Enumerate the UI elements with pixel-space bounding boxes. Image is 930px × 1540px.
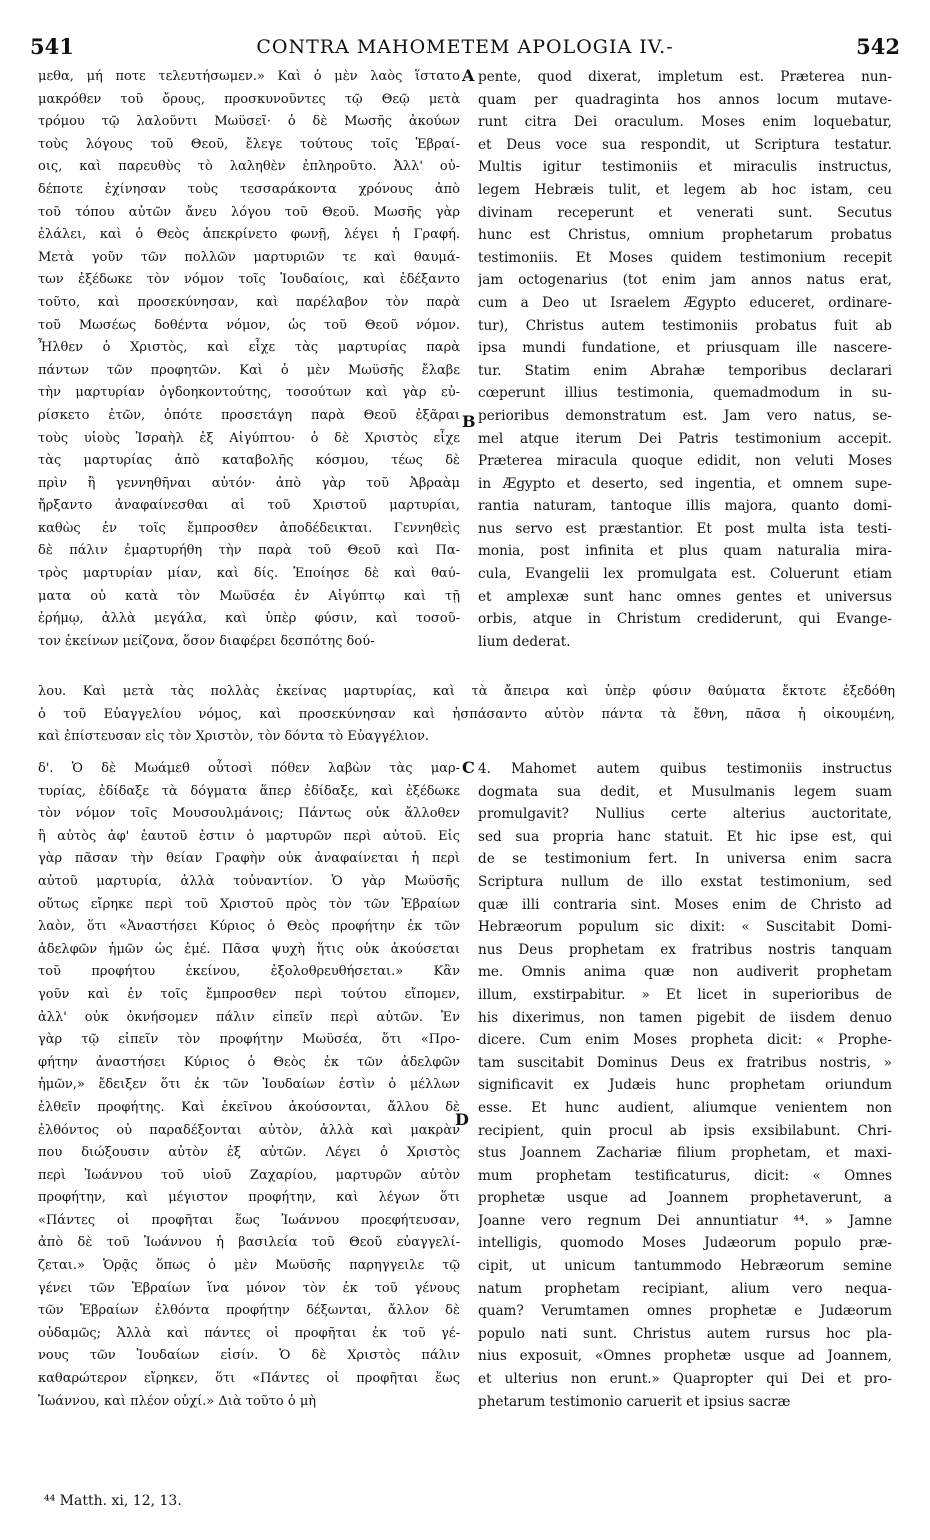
running-title: CONTRA MAHOMETEM APOLOGIA IV.- [256,36,674,58]
text-line: λαὸν, ὅτι «Ἀναστήσει Κύριος ὁ Θεὸς προφήτην ἐκ τῶν [38,919,460,935]
text-line: περὶ Ἰωάννου τοῦ υἱοῦ Ζαχαρίου, μαρτυρῶν αὐτὸν [38,1167,460,1183]
text-line: τοῦ προφήτου ἐκείνου, ἐξολοθρευθήσεται.» Κἂν [38,964,460,980]
text-line: nus Deus prophetam ex fratribus nostris tanquam [478,941,892,958]
text-line: τοῦ τόπου αὐτῶν ἄνευ λόγου τοῦ Θεοῦ. Μωσῆς γὰρ [38,204,460,220]
text-line: Joanne vero regnum Dei annuntiatur ⁴⁴. » Jamne [478,1212,892,1229]
text-line: ἐλθόντος οὐ παραδέξονται αὐτὸν, ἀλλὰ καὶ μακρὰν [38,1122,460,1138]
text-line: ἐλάλει, καὶ ὁ Θεὸς ἀπεκρίνετο φωνῇ, λέγει ἡ Γραφή. [38,227,460,243]
text-line: νους τῶν Ἰουδαίων εἰσίν. Ὁ δὲ Χριστὸς πάλιν [38,1348,460,1364]
text-line: Hebræorum populum sic dixit: « Suscitabit Domi- [478,919,892,936]
text-line: τῶν Ἑβραίων ἐλθόντα προφήτην δέξωνται, ἄλλον δὲ [38,1303,460,1319]
text-line: Multis igitur testimoniis et miraculis instructus, [478,159,892,176]
text-line: jam octogenarius (tot enim jam annos natus erat, [478,272,892,289]
text-line: quam per quadraginta hos annos locum mutave- [478,91,892,108]
text-line: ἀπὸ δὲ τοῦ Ἰωάννου ἡ βασιλεία τοῦ Θεοῦ εὐαγγελί- [38,1235,460,1251]
text-line: «Πάντες οἱ προφῆται ἕως Ἰωάννου προεφήτευσαν, [38,1212,460,1228]
text-line: natum prophetam recipiant, alium vero nequa- [478,1280,892,1297]
text-line: τοὺς υἱοὺς Ἰσραὴλ ἐξ Αἰγύπτου· ὁ δὲ Χριστὸς εἶχε [38,430,460,446]
text-line: 4. Mahomet autem quibus testimoniis instructus [478,761,892,777]
full-width-greek-paragraph [38,681,895,749]
text-line: monia, post infinita et plus quam naturalia mira- [478,543,892,560]
text-line: phetarum testimonio caruerit et ipsius sacræ [478,1393,791,1410]
text-line: μεθα, μή ποτε τελευτήσωμεν.» Καὶ ὁ μὲν λαὸς ἵστατο [38,69,460,84]
text-line: λου. Καὶ μετὰ τὰς πολλὰς ἐκείνας μαρτυρίας, καὶ τὰ ἄπειρα καὶ ὑπὲρ φύσιν θαύματα ἔκτοτε ἐξεδόθη [38,684,895,699]
page-number-left: 541 [30,34,74,59]
text-line: perioribus demonstratum est. Jam vero natus, se- [478,407,892,424]
text-line: testimoniis. Et Moses quidem testimonium recepit [478,249,892,266]
greek-column-1 [38,66,460,653]
text-line: γένει τῶν Ἑβραίων ἵνα μόνον τὸν ἐκ τοῦ γένους [38,1280,460,1296]
page-number-right: 542 [856,34,900,59]
text-line: cula, Evangelii lex promulgata est. Coluerunt etiam [478,566,892,583]
text-line: Ἦλθεν ὁ Χριστὸς, καὶ εἶχε τὰς μαρτυρίας παρὰ [38,340,460,356]
latin-column-2 [478,758,892,1413]
text-line: de se testimonium fert. In universa enim sacra [478,851,892,868]
text-line: καθαρώτερον εἴρηκεν, ὅτι «Πάντες οἱ προφῆται ἕως [38,1371,460,1387]
text-line: hunc est Christus, omnium prophetarum probatus [478,227,892,244]
text-line: tam suscitabit Dominus Deus ex fratribus nostris, » [478,1054,892,1071]
text-line: τρὸς μαρτυρίαν μίαν, καὶ δίς. Ἐποίησε δὲ καὶ θαύ- [38,566,460,582]
greek-column-2 [38,758,460,1413]
latin-column-1 [478,66,892,653]
text-line: recipient, quin procul ab ipsis exsibilabunt. Chri- [478,1122,892,1139]
text-line: προφήτην, καὶ μέγιστον προφήτην, καὶ λέγων ὅτι [38,1190,460,1206]
text-line: δ'. Ὁ δὲ Μωάμεθ οὗτοσὶ πόθεν λαβὼν τὰς μαρ- [38,761,460,776]
text-line: me. Omnis anima quæ non audiverit prophetam [478,964,892,981]
text-line: οὕτως εἴρηκε περὶ τοῦ Χριστοῦ πρὸς τὸν τῶν Ἑβραίων [38,896,460,912]
text-line: ἀδελφῶν ἡμῶν ὡς ἐμέ. Πᾶσα ψυχὴ ἥτις οὐκ ἀκούσεται [38,941,460,957]
text-line: intelligis, quomodo Moses Judæorum populo præ- [478,1235,892,1252]
text-line: lium dederat. [478,633,571,650]
text-line: ἡμῶν,» ἔδειξεν ὅτι ἐκ τῶν Ἰουδαίων ἐστὶν ὁ μέλλων [38,1077,460,1093]
text-line: quam? Verumtamen omnes prophetæ e Judæorum [478,1303,892,1320]
text-line: τρόμου τῷ λαλοῦντι Μωϋσεῖ· ὁ δὲ Μωσῆς ἀκούων [38,114,460,130]
text-line: γοῦν καὶ ἐν τοῖς ἔμπροσθεν περὶ τούτου εἴπομεν, [38,986,460,1002]
margin-marker-c: C [462,758,475,777]
text-line: καθὼς ἐν τοῖς ἔμπροσθεν ἀποδέδεικται. Γεννηθεὶς [38,520,460,536]
text-line: τὴν μαρτυρίαν ὀγδοηκοντούτης, τοσούτων καὶ γὰρ εὑ- [38,385,460,401]
text-line: γὰρ πᾶσαν τὴν θείαν Γραφὴν οὐκ ἀναφαίνεται ἡ περὶ [38,851,460,867]
text-line: ὁ τοῦ Εὐαγγελίου νόμος, καὶ προσεκύνησαν καὶ ἠσπάσαντο αὐτὸν πάντα τὰ ἔθνη, πᾶσα ἡ οἰκουμένη, [38,706,895,722]
text-line: dicere. Cum enim Moses propheta dicit: « Prophe- [478,1032,892,1049]
text-line: Præterea miracula quoque edidit, non veluti Moses [478,453,892,470]
text-line: et Deus voce sua respondit, ut Scriptura testatur. [478,136,892,153]
text-line: illum, exstirpabitur. » Et licet in superioribus de [478,986,892,1003]
text-line: legem Hebræis tulit, et legem ab hoc istam, ceu [478,181,892,198]
text-line: cipit, ut unicum tantummodo Hebræorum semine [478,1258,892,1275]
text-line: των ἐξέδωκε τὸν νόμον τοῖς Ἰουδαίοις, καὶ ἐδέξαντο [38,272,460,288]
text-line: ἐρήμῳ, ἀλλὰ μεγάλα, καὶ ὑπὲρ φύσιν, καὶ τοσοῦ- [38,611,460,627]
text-line: μακρόθεν τοῦ ὄρους, προσκυνοῦντες τῷ Θεῷ μετὰ [38,91,460,107]
text-line: ipsa mundi fundatione, et priusquam ille nascere- [478,340,892,357]
text-line: et ulterius non erunt.» Quapropter qui Dei et pro- [478,1371,892,1388]
text-line: που διώξουσιν αὐτὸν ἐξ αὐτῶν. Λέγει ὁ Χριστὸς [38,1145,460,1161]
text-line: οις, καὶ παρευθὺς τὸ λαληθὲν ἐπληροῦτο. Ἀλλ' οὐ- [38,159,460,175]
text-line: orbis, atque in Christum crediderunt, qui Evange- [478,611,892,628]
text-line: ἤρξαντο ἀναφαίνεσθαι αἱ τοῦ Χριστοῦ μαρτυρίαι, [38,498,460,514]
text-line: cum a Deo ut Israelem Ægypto educeret, ordinare- [478,294,892,311]
text-line: esse. Et hunc audient, aliumque venientem non [478,1099,892,1116]
text-line: Scriptura nullum de illo exstat testimonium, sed [478,873,892,890]
text-line: et amplexæ sunt hanc omnes gentes et universus [478,588,892,605]
text-line: quæ illi contraria sint. Moses enim de Christo ad [478,896,892,913]
text-line: ἐλθεῖν προφήτης. Καὶ ἐκεῖνου ἀκούσονται, ἄλλου δὲ [38,1099,460,1115]
text-line: runt citra Dei oraculum. Moses enim loquebatur, [478,114,892,131]
text-line: ματα οὐ κατὰ τὸν Μωϋσέα ἐν Αἰγύπτῳ καὶ τῇ [38,588,460,604]
margin-marker-b: B [462,412,476,431]
text-line: nius exposuit, «Omnes prophetæ usque ad Joannem, [478,1348,892,1365]
text-line: πάντων τῶν προφητῶν. Καὶ ὁ μὲν Μωϋσῆς ἔλαβε [38,362,460,378]
text-line: dogmata sua dedit, et Musulmanis legem suam [478,783,892,800]
text-line: Μετὰ γοῦν τῶν πολλῶν μαρτυριῶν τε καὶ θαυμά- [38,249,460,265]
text-line: significavit ex Judæis hunc prophetam oriundum [478,1077,892,1094]
text-line: αὐτοῦ μαρτυρία, ἀλλὰ τοὐναντίον. Ὁ γὰρ Μωϋσῆς [38,873,460,889]
text-line: mel atque iterum Dei Patris testimonium accepit. [478,430,892,447]
text-line: tur), Christus autem testimoniis probatus fuit ab [478,317,892,334]
text-line: οὐδαμῶς; Ἀλλὰ καὶ πάντες οἱ προφῆται ἐκ τοῦ γέ- [38,1325,460,1341]
text-line: promulgavit? Nullius certe alterius auctoritate, [478,806,892,823]
text-line: mum prophetam testificaturus, dicit: « Omnes [478,1167,892,1184]
text-line: καὶ ἐπίστευσαν εἰς τὸν Χριστὸν, τὸν δόντα τὸ Εὐαγγέλιον. [38,729,430,745]
margin-marker-a: A [462,66,475,85]
text-line: δέποτε ἐχίνησαν τοὺς τεσσαράκοντα χρόνους ἀπὸ [38,181,460,197]
text-line: δὲ πάλιν ἐμαρτυρήθη τὴν παρὰ τοῦ Θεοῦ καὶ Πα- [38,543,460,559]
text-line: divinam receperunt et venerati sunt. Secutus [478,204,892,221]
text-line: populo nati sunt. Christus autem rursus hoc pla- [478,1325,892,1342]
text-line: in Ægypto et deserto, sed ingentia, et omnem supe- [478,475,892,492]
text-line: ἀλλ' οὐκ ὀκνήσομεν πάλιν εἰπεῖν περὶ αὐτῶν. Ἐν [38,1009,460,1025]
text-line: τοὺς λόγους τοῦ Θεοῦ, ἔλεγε τούτους τοῖς Ἑβραί- [38,136,460,152]
text-line: prophetæ usque ad Joannem prophetaverunt, a [478,1190,892,1207]
margin-marker-d: D [455,1110,469,1129]
text-line: τοῦ Μωσέως δοθέντα νόμον, ὡς τοῦ Θεοῦ νόμον. [38,317,460,333]
text-line: stus Joannem Zachariæ filium prophetam, et maxi- [478,1145,892,1162]
text-line: nus servo est præstantior. Et post multa ista testi- [478,520,892,537]
text-line: ρίσκετο ἐτῶν, ὁπότε προσετάγη παρὰ Θεοῦ ἐξᾶραι [38,407,460,423]
text-line: τὰς μαρτυρίας ἀπὸ καταβολῆς κόσμου, τέως δὲ [38,453,460,469]
text-line: τὸν νόμον τοῖς Μουσουλμάνοις; Πάντως οὐκ ἄλλοθεν [38,806,460,822]
page-header [30,34,900,64]
text-line: τυρίας, ἐδίδαξε τὰ δόγματα ἅπερ ἐδίδαξε, καὶ ἐξέδωκε [38,783,460,799]
text-line: tur. Statim enim Abrahæ temporibus declarari [478,362,892,379]
text-line: Ἰωάννου, καὶ πλέον οὐχί.» Διὰ τοῦτο ὁ μὴ [38,1393,317,1409]
footnote: ⁴⁴ Matth. xi, 12, 13. [44,1493,182,1509]
text-line: pente, quod dixerat, impletum est. Præterea nun- [478,69,892,85]
text-line: φήτην ἀναστήσει Κύριος ὁ Θεὸς ἐκ τῶν ἀδελφῶν [38,1054,460,1070]
text-line: γὰρ τῷ εἰπεῖν τὸν προφήτην Μωϋσέα, ὅτι «Προ- [38,1032,460,1048]
text-line: sed sua propria hanc statuit. Et hic ipse est, qui [478,828,892,845]
text-line: ἢ αὐτὸς ἀφ' ἑαυτοῦ ἐστιν ὁ μαρτυρῶν περὶ αὐτοῦ. Εἰς [38,828,460,844]
text-line: τοῦτο, καὶ προσεκύνησαν, καὶ παρέλαβον τὸν παρὰ [38,294,460,310]
text-line: ζεται.» Ὁρᾷς ὅπως ὁ μὲν Μωϋσῆς παρηγγειλε τῷ [38,1258,460,1274]
text-line: cœperunt illius testimonia, quemadmodum in su- [478,385,892,402]
text-line: πρὶν ἢ γεννηθῆναι αὐτόν· ἀπὸ γὰρ τοῦ Ἀβραὰμ [38,475,460,491]
text-line: his dixerimus, non tamen pigebit de iisdem denuo [478,1009,892,1026]
text-line: rantia naturam, tantoque illis majora, quanto domi- [478,498,892,515]
text-line: τον ἐκείνων μείζονα, ὅσον διαφέρει δεσπότης δού- [38,633,375,649]
